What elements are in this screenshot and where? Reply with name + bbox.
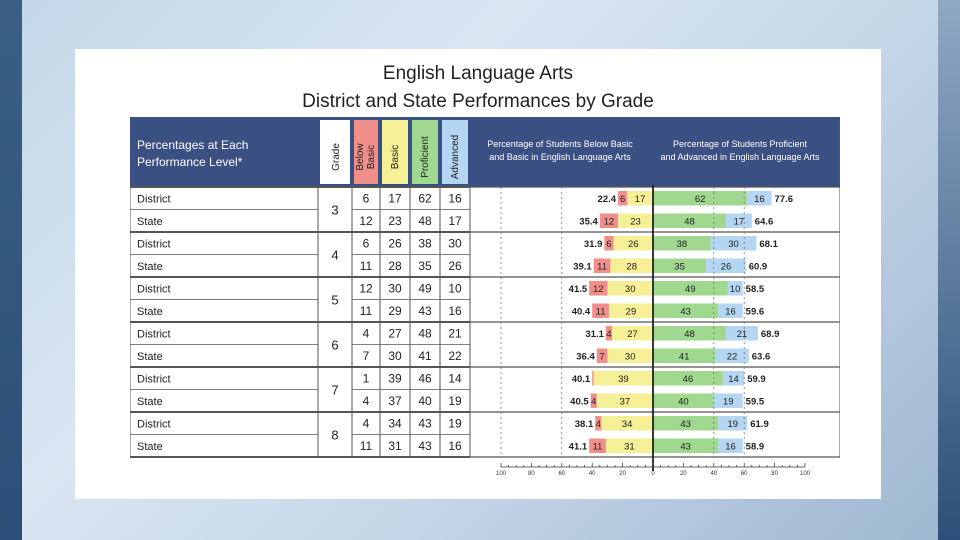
bar-label-advanced: 16 (754, 193, 765, 205)
bar-label-proficient: 41 (678, 351, 690, 363)
row-group-label: State (137, 260, 163, 273)
x-tick-label-right: 40 (710, 471, 718, 477)
cell-value-proficient: 43 (418, 438, 432, 453)
col-header-grade: Grade (331, 143, 342, 171)
cell-value-below_basic: 7 (362, 348, 370, 363)
col-header-advanced: Advanced (450, 134, 461, 180)
cell-value-advanced: 26 (448, 258, 462, 273)
x-tick-label-right: 60 (740, 471, 748, 477)
bar-label-advanced: 21 (736, 328, 748, 340)
row-group-label: District (137, 193, 171, 206)
bar-label-proficient: 49 (684, 283, 696, 295)
x-tick-label-left: 80 (528, 471, 535, 477)
bar-label-advanced: 19 (722, 396, 734, 408)
total-proficient-advanced: 59.9 (747, 373, 766, 385)
cell-value-basic: 34 (388, 416, 402, 431)
slide-edge-left (0, 0, 22, 540)
bar-label-proficient: 43 (680, 418, 691, 430)
cell-value-proficient: 62 (418, 191, 432, 206)
total-proficient-advanced: 59.6 (745, 306, 765, 318)
bar-label-basic: 39 (618, 373, 629, 385)
bar-label-below-basic: 11 (595, 306, 606, 318)
slide-edge-right (938, 0, 960, 540)
cell-value-advanced: 16 (448, 303, 462, 318)
bar-label-below-basic: 4 (606, 328, 612, 340)
total-below-basic-basic: 38.1 (574, 418, 594, 430)
grade-label: 6 (331, 337, 339, 353)
col-header-below-basic-line2: Basic (366, 144, 377, 170)
bar-label-advanced: 14 (728, 373, 739, 385)
row-group-label: District (137, 283, 171, 296)
grade-label: 5 (331, 292, 339, 308)
total-below-basic-basic: 36.4 (576, 351, 595, 363)
performance-chart (130, 117, 840, 487)
cell-value-basic: 23 (388, 213, 402, 228)
cell-value-below_basic: 12 (359, 281, 373, 296)
bar-label-proficient: 46 (682, 373, 694, 385)
chart-title-line1: English Language Arts (382, 63, 574, 84)
bar-label-proficient: 43 (680, 306, 691, 318)
cell-value-basic: 17 (388, 191, 402, 206)
bar-below-basic (592, 371, 594, 386)
bar-label-proficient: 38 (676, 238, 688, 250)
bar-label-basic: 28 (626, 261, 638, 273)
total-below-basic-basic: 31.1 (585, 328, 604, 340)
cell-value-proficient: 48 (418, 213, 432, 228)
cell-value-below_basic: 4 (362, 326, 370, 341)
left-chart-header-line2: and Basic in English Language Arts (489, 152, 631, 162)
cell-value-advanced: 30 (448, 236, 462, 251)
cell-value-basic: 29 (388, 303, 402, 318)
cell-value-basic: 28 (388, 258, 402, 273)
total-proficient-advanced: 58.5 (745, 283, 765, 295)
cell-value-advanced: 16 (448, 191, 462, 206)
bar-label-proficient: 48 (684, 328, 695, 340)
left-chart-header-line1: Percentage of Students Below Basic (487, 139, 633, 149)
right-chart-header-line1: Percentage of Students Proficient (672, 139, 808, 149)
bar-label-advanced: 10 (729, 283, 741, 295)
cell-value-below_basic: 6 (362, 236, 370, 251)
bar-label-basic: 30 (624, 283, 636, 295)
cell-value-below_basic: 11 (359, 303, 373, 318)
cell-value-proficient: 43 (418, 416, 432, 431)
bar-label-below-basic: 12 (592, 283, 604, 295)
row-group-label: District (137, 328, 171, 341)
cell-value-below_basic: 12 (359, 213, 373, 228)
cell-value-advanced: 10 (448, 281, 462, 296)
grade-label: 4 (331, 247, 339, 263)
cell-value-below_basic: 11 (359, 438, 373, 453)
bar-label-basic: 34 (621, 418, 633, 430)
bar-label-below-basic: 6 (619, 193, 626, 205)
cell-value-basic: 39 (388, 371, 402, 386)
cell-value-advanced: 19 (448, 416, 462, 431)
grade-label: 7 (331, 382, 339, 398)
col-header-proficient: Proficient (420, 136, 431, 178)
header-label-line1: Percentages at Each (137, 138, 249, 152)
bar-label-basic: 26 (627, 238, 639, 250)
total-below-basic-basic: 31.9 (583, 238, 603, 250)
cell-value-basic: 31 (388, 438, 402, 453)
total-below-basic-basic: 41.5 (568, 283, 588, 295)
bar-label-advanced: 17 (733, 216, 745, 228)
cell-value-advanced: 21 (448, 326, 462, 341)
cell-value-proficient: 49 (418, 281, 432, 296)
total-below-basic-basic: 41.1 (568, 441, 588, 453)
total-proficient-advanced: 59.5 (745, 396, 765, 408)
cell-value-below_basic: 6 (362, 191, 370, 206)
total-below-basic-basic: 22.4 (597, 193, 617, 205)
cell-value-proficient: 43 (418, 303, 432, 318)
cell-value-basic: 26 (388, 236, 402, 251)
total-proficient-advanced: 64.6 (754, 216, 774, 228)
bar-label-below-basic: 6 (606, 238, 612, 250)
total-proficient-advanced: 68.1 (759, 238, 778, 250)
bar-label-basic: 30 (624, 351, 636, 363)
row-group-label: State (137, 395, 163, 408)
cell-value-advanced: 22 (448, 348, 462, 363)
bar-label-below-basic: 4 (595, 418, 601, 430)
header-label-line2: Performance Level* (137, 155, 243, 169)
cell-value-basic: 30 (388, 348, 402, 363)
bar-label-below-basic: 11 (592, 441, 603, 453)
col-header-basic: Basic (390, 144, 401, 170)
cell-value-basic: 37 (388, 393, 402, 408)
total-proficient-advanced: 77.6 (774, 193, 794, 205)
bar-label-advanced: 19 (727, 418, 739, 430)
row-group-label: District (137, 238, 171, 251)
cell-value-advanced: 14 (448, 371, 462, 386)
bar-label-proficient: 35 (674, 261, 685, 273)
bar-label-below-basic: 12 (603, 216, 615, 228)
total-proficient-advanced: 61.9 (750, 418, 769, 430)
cell-value-advanced: 19 (448, 393, 462, 408)
x-tick-label-right: 80 (771, 471, 778, 477)
cell-value-proficient: 46 (418, 371, 432, 386)
cell-value-basic: 30 (388, 281, 402, 296)
bar-label-below-basic: 7 (599, 351, 605, 363)
cell-value-proficient: 35 (418, 258, 432, 273)
total-proficient-advanced: 60.9 (748, 261, 768, 273)
x-tick-label-left: 100 (495, 471, 507, 477)
bar-label-basic: 23 (630, 216, 641, 228)
total-proficient-advanced: 63.6 (751, 351, 771, 363)
bar-label-proficient: 48 (684, 216, 695, 228)
right-chart-header-line2: and Advanced in English Language Arts (660, 152, 820, 162)
cell-value-below_basic: 1 (362, 371, 370, 386)
bar-label-advanced: 16 (725, 306, 736, 318)
cell-value-below_basic: 4 (362, 393, 370, 408)
chart-title-line2: District and State Performances by Grade (302, 91, 654, 112)
x-tick-label-right: 20 (680, 471, 687, 477)
row-group-label: State (137, 350, 163, 363)
bar-label-proficient: 43 (680, 441, 691, 453)
slide-card (75, 49, 881, 499)
row-group-label: District (137, 418, 171, 431)
x-tick-label-left: 40 (588, 471, 596, 477)
cell-value-proficient: 41 (418, 348, 432, 363)
total-below-basic-basic: 40.1 (571, 373, 591, 385)
col-header-below-basic-line1: Below (355, 143, 366, 171)
x-tick-label-right: 100 (799, 471, 811, 477)
grade-label: 8 (331, 427, 339, 443)
total-below-basic-basic: 35.4 (579, 216, 598, 228)
bar-label-advanced: 26 (720, 261, 732, 273)
bar-label-basic: 31 (624, 441, 635, 453)
total-below-basic-basic: 39.1 (573, 261, 592, 273)
bar-label-basic: 29 (625, 306, 637, 318)
bar-label-below-basic: 11 (597, 261, 608, 273)
total-proficient-advanced: 58.9 (745, 441, 765, 453)
cell-value-advanced: 17 (448, 213, 462, 228)
cell-value-proficient: 48 (418, 326, 432, 341)
cell-value-proficient: 38 (418, 236, 432, 251)
grade-label: 3 (331, 202, 339, 218)
total-below-basic-basic: 40.4 (571, 306, 591, 318)
row-group-label: District (137, 373, 171, 386)
bar-label-basic: 27 (627, 328, 638, 340)
cell-value-basic: 27 (388, 326, 402, 341)
bar-label-advanced: 30 (728, 238, 739, 250)
bar-label-below-basic: 4 (591, 396, 597, 408)
bar-label-proficient: 62 (694, 193, 706, 205)
bar-label-basic: 37 (619, 396, 631, 408)
bar-label-proficient: 40 (678, 396, 689, 408)
cell-value-advanced: 16 (448, 438, 462, 453)
total-proficient-advanced: 68.9 (760, 328, 780, 340)
x-tick-label-left: 20 (619, 471, 626, 477)
cell-value-below_basic: 4 (362, 416, 370, 431)
x-tick-label-right: 0 (651, 471, 655, 477)
bar-label-advanced: 22 (726, 351, 738, 363)
x-tick-label-left: 60 (558, 471, 566, 477)
cell-value-proficient: 40 (418, 393, 432, 408)
row-group-label: State (137, 440, 163, 453)
bar-label-advanced: 16 (725, 441, 736, 453)
row-group-label: State (137, 215, 163, 228)
total-below-basic-basic: 40.5 (570, 396, 589, 408)
row-group-label: State (137, 305, 163, 318)
bar-label-basic: 17 (634, 193, 646, 205)
cell-value-below_basic: 11 (359, 258, 373, 273)
